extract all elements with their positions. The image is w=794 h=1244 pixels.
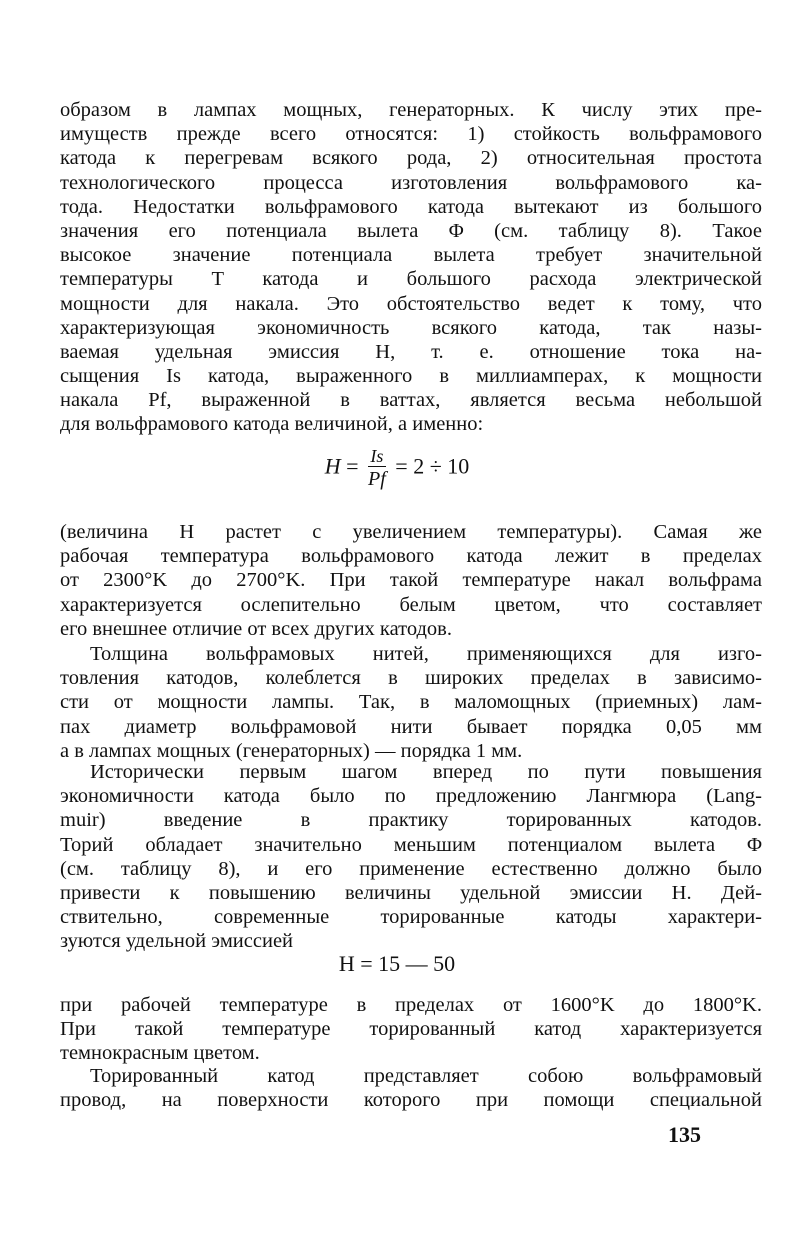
text-line: темнокрасным цветом. (60, 1042, 260, 1065)
formula-lhs: H (324, 453, 341, 479)
page-number: 135 (668, 1122, 701, 1147)
text-line: температуры T катода и большого расхода электрической (60, 268, 762, 291)
text-line: товления катодов, колеблется в широких пределах в зависимо- (60, 667, 762, 690)
text-line: мощности для накала. Это обстоятельство ведет к тому, что (60, 292, 762, 315)
text-line: (см. таблицу 8), и его применение естественно должно было (60, 857, 762, 880)
paragraph-6 (60, 1064, 762, 1112)
fraction (368, 446, 386, 491)
text-line: его внешнее отличие от всех других катодов. (60, 617, 452, 640)
text-line: катода к перегревам всякого рода, 2) относительная простота (60, 147, 762, 170)
text-line: ствительно, современные торированные катоды характери- (60, 906, 762, 929)
text-line: от 2300°K до 2700°K. При такой температуре накал вольфрама (60, 569, 762, 592)
text-line: Толщина вольфрамовых нитей, применяющихся для изго- (90, 643, 762, 665)
text-line: Торированный катод представляет собою вольфрамовый (90, 1065, 762, 1087)
fraction-denominator: Pf (368, 468, 386, 490)
text-line: рабочая температура вольфрамового катода лежит в пределах (60, 545, 762, 568)
text-line: а в лампах мощных (генераторных) — порядка 1 мм. (60, 739, 523, 762)
text-line: характеризуется ослепительно белым цветом, что составляет (60, 593, 762, 616)
text-line: ваемая удельная эмиссия H, т. е. отношение тока на- (60, 340, 762, 363)
text-line: значения его потенциала вылета Φ (см. таблицу 8). Такое (60, 219, 762, 242)
text-line: зуются удельной эмиссией (60, 930, 294, 953)
text-line: высокое значение потенциала вылета требует значительной (60, 244, 762, 267)
paragraph-2 (60, 520, 762, 641)
paragraph-4 (60, 760, 762, 954)
text-line: имуществ прежде всего относятся: 1) стойкость вольфрамового (60, 123, 762, 146)
formula-equals: = (346, 453, 359, 479)
formula-thoriated-emission: H = 15 — 50 (338, 951, 456, 976)
text-line: характеризующая экономичность всякого катода, так назы- (60, 316, 762, 339)
text-line: образом в лампах мощных, генераторных. К числу этих пре- (60, 99, 762, 121)
formula-specific-emission (0, 446, 794, 491)
text-line: пах диаметр вольфрамовой нити бывает порядка 0,05 мм (60, 715, 762, 738)
text-line: сыщения Is катода, выраженного в миллиамперах, к мощности (60, 365, 762, 388)
text-line: При такой температуре торированный катод характеризуется (60, 1018, 762, 1041)
text-line: при рабочей температуре в пределах от 1600°K до 1800°K. (60, 994, 762, 1016)
text-line: привести к повышению величины удельной эмиссии H. Дей- (60, 881, 762, 904)
text-line: Исторически первым шагом вперед по пути повышения (90, 761, 762, 783)
formula-rhs: = 2 ÷ 10 (395, 453, 470, 479)
text-line: для вольфрамового катода величиной, а именно: (60, 413, 484, 436)
text-line: (величина H растет с увеличением температуры). Самая же (60, 521, 762, 543)
text-line: muir) введение в практику торированных катодов. (60, 809, 762, 832)
paragraph-1 (60, 98, 762, 437)
fraction-numerator: Is (368, 446, 386, 467)
text-line: провод, на поверхности которого при помощи специальной (60, 1089, 762, 1112)
text-line: технологического процесса изготовления вольфрамового ка- (60, 171, 762, 194)
text-line: Торий обладает значительно меньшим потенциалом вылета Φ (60, 833, 762, 856)
text-line: накала Pf, выраженной в ваттах, является весьма небольшой (60, 389, 762, 412)
paragraph-5 (60, 993, 762, 1066)
text-line: экономичности катода было по предложению Лангмюра (Lang- (60, 785, 762, 808)
paragraph-3 (60, 642, 762, 763)
text-line: тода. Недостатки вольфрамового катода вытекают из большого (60, 195, 762, 218)
text-line: сти от мощности лампы. Так, в маломощных (приемных) лам- (60, 691, 762, 714)
